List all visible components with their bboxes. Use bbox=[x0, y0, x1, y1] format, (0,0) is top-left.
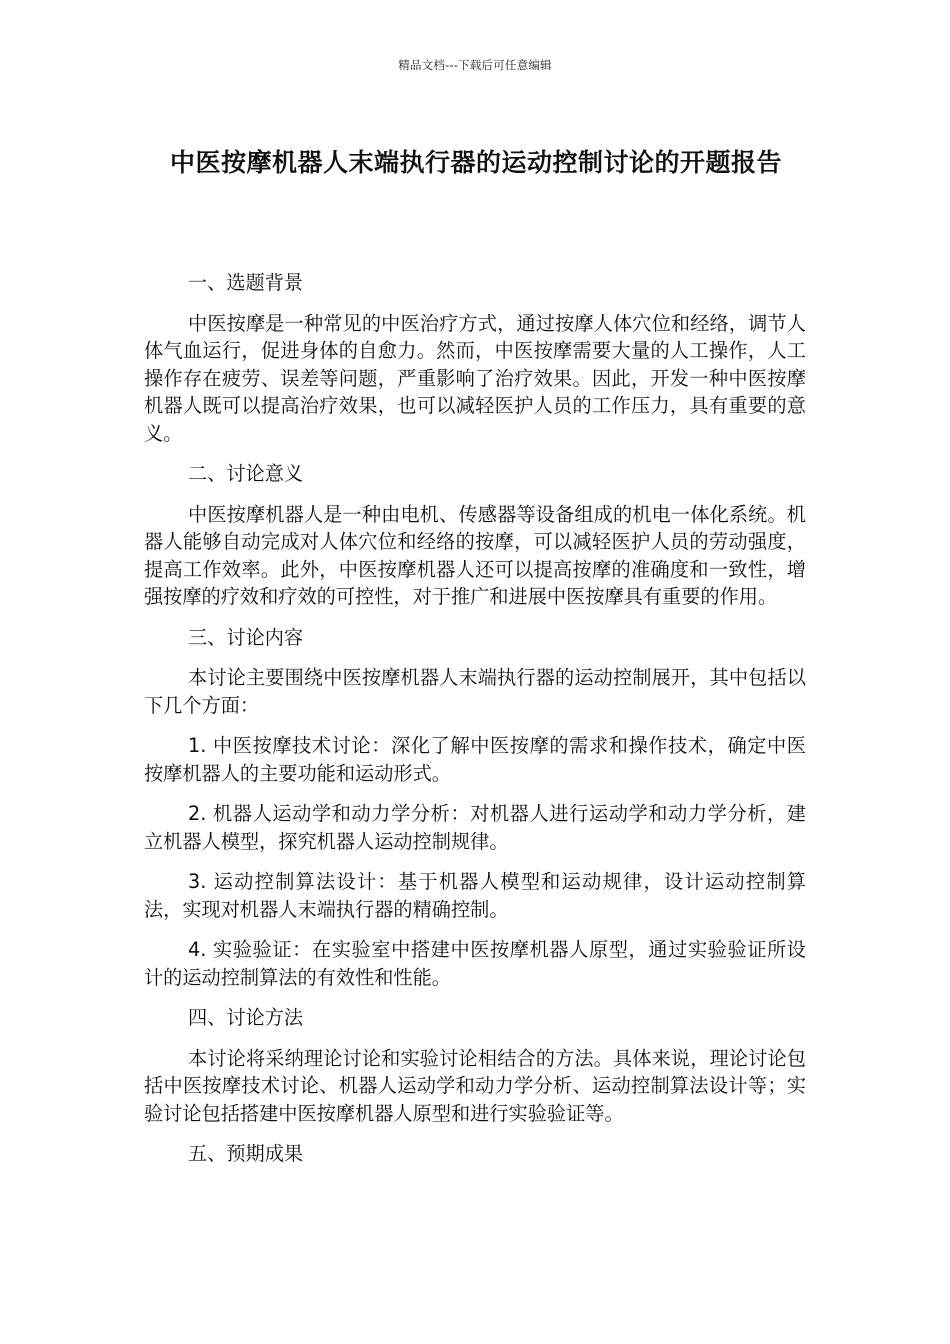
document-body bbox=[144, 269, 806, 1181]
section-heading-expected-results: 五、预期成果 bbox=[188, 1142, 304, 1165]
list-item: 1. 中医按摩技术讨论：深化了解中医按摩的需求和操作技术，确定中医按摩机器人的主要功能和运动形式。 bbox=[144, 734, 806, 785]
list-item: 3. 运动控制算法设计：基于机器人模型和运动规律，设计运动控制算法，实现对机器人末端执行器的精确控制。 bbox=[144, 870, 806, 921]
paragraph: 中医按摩机器人是一种由电机、传感器等设备组成的机电一体化系统。机器人能够自动完成对人体穴位和经络的按摩，可以减轻医护人员的劳动强度，提高工作效率。此外，中医按摩机器人还可以提高按摩的准确度和一致性，增强按摩的疗效和疗效的可控性，对于推广和进展中医按摩具有重要的作用。 bbox=[144, 502, 806, 608]
header-note: 精品文档---下载后可任意编辑 bbox=[398, 58, 552, 72]
list-item: 2. 机器人运动学和动力学分析：对机器人进行运动学和动力学分析，建立机器人模型，探究机器人运动控制规律。 bbox=[144, 802, 806, 853]
document-title: 中医按摩机器人末端执行器的运动控制讨论的开题报告 bbox=[169, 148, 782, 177]
paragraph: 本讨论将采纳理论讨论和实验讨论相结合的方法。具体来说，理论讨论包括中医按摩技术讨论、机器人运动学和动力学分析、运动控制算法设计等；实验讨论包括搭建中医按摩机器人原型和进行实验验证等。 bbox=[144, 1046, 806, 1125]
paragraph: 中医按摩是一种常见的中医治疗方式，通过按摩人体穴位和经络，调节人体气血运行，促进身体的自愈力。然而，中医按摩需要大量的人工操作，人工操作存在疲劳、误差等问题，严重影响了治疗效果。因此，开发一种中医按摩机器人既可以提高治疗效果，也可以减轻医护人员的工作压力，具有重要的意义。 bbox=[144, 311, 806, 445]
list-item: 4. 实验验证：在实验室中搭建中医按摩机器人原型，通过实验验证所设计的运动控制算法的有效性和性能。 bbox=[144, 938, 806, 989]
section-heading-method: 四、讨论方法 bbox=[188, 1006, 304, 1029]
paragraph: 本讨论主要围绕中医按摩机器人末端执行器的运动控制展开，其中包括以下几个方面： bbox=[144, 666, 806, 717]
section-heading-background: 一、选题背景 bbox=[188, 271, 304, 294]
section-heading-significance: 二、讨论意义 bbox=[188, 462, 304, 485]
section-heading-content: 三、讨论内容 bbox=[188, 625, 304, 649]
